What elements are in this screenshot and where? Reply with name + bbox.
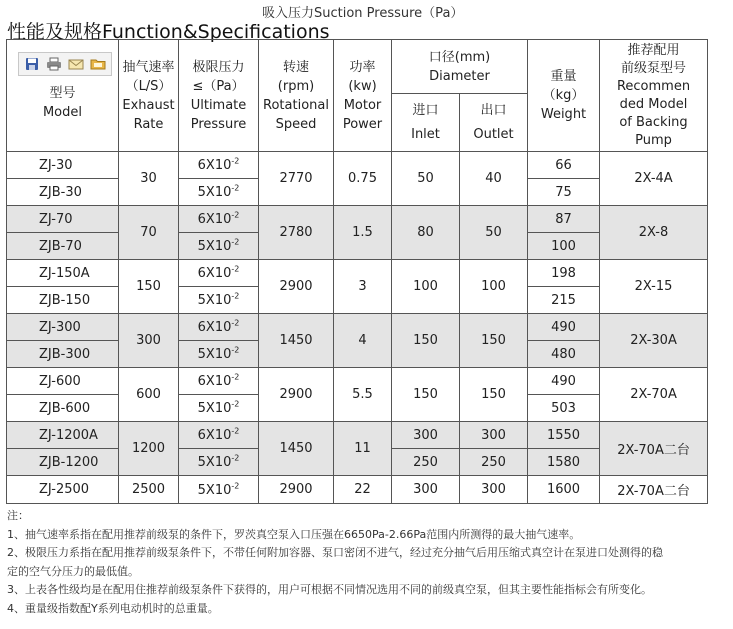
inlet-cell: 250: [392, 449, 460, 476]
pump-cell: 2X-8: [600, 206, 708, 260]
pressure-value: $6X10^{-2}$: [197, 426, 240, 444]
weight-cell: 87: [528, 206, 600, 233]
power-cell: 11: [334, 422, 392, 476]
note-2: 2、极限压力系指在配用推荐前级泵条件下，不带任何附加容器、泵口密闭不进气，经过充分抽气后用压缩式真空计在泵进口处测得的稳: [7, 546, 663, 559]
pressure-cell: [179, 287, 259, 314]
pressure-cell: [179, 368, 259, 395]
header-ultimate-pressure: 极限压力 ≤（Pa） Ultimate Pressure: [179, 40, 259, 152]
speed-cell: 2780: [259, 206, 334, 260]
outlet-cell: 300: [460, 476, 528, 504]
notes-label: 注：: [7, 509, 29, 522]
speed-cell: 2900: [259, 476, 334, 504]
pump-cell: 2X-70A: [600, 368, 708, 422]
pressure-cell: [179, 260, 259, 287]
rate-cell: 300: [119, 314, 179, 368]
weight-cell: 75: [528, 179, 600, 206]
power-cell: 0.75: [334, 152, 392, 206]
header-outlet: 出口 Outlet: [460, 94, 528, 152]
pressure-value: $6X10^{-2}$: [197, 318, 240, 336]
weight-cell: 1580: [528, 449, 600, 476]
note-3: 3、上表各性级均是在配用住推荐前级泵条件下获得的，用户可根据不同情况选用不同的前级真空泵，但其主要性能指标会有所变化。: [7, 583, 652, 596]
weight-cell: 503: [528, 395, 600, 422]
pressure-value: $5X10^{-2}$: [197, 345, 240, 363]
table-row: [7, 152, 708, 179]
table-row: [7, 476, 708, 504]
pressure-cell: [179, 341, 259, 368]
pump-cell: 2X-70A二台: [600, 422, 708, 476]
header-exhaust-rate: 抽气速率 （L/S） Exhaust Rate: [119, 40, 179, 152]
header-rotational-speed: 转速 (rpm) Rotational Speed: [259, 40, 334, 152]
header-motor-power: 功率 (kw) Motor Power: [334, 40, 392, 152]
image-toolbar: [18, 52, 112, 76]
table-row: [7, 260, 708, 287]
weight-cell: 1550: [528, 422, 600, 449]
rate-cell: 150: [119, 260, 179, 314]
inlet-cell: 300: [392, 476, 460, 504]
power-cell: 3: [334, 260, 392, 314]
speed-cell: 1450: [259, 422, 334, 476]
spec-table: [6, 39, 708, 504]
rate-cell: 2500: [119, 476, 179, 504]
folder-icon[interactable]: [89, 56, 107, 72]
outlet-cell: 40: [460, 152, 528, 206]
model-cell: ZJB-600: [7, 395, 119, 422]
model-cell: ZJB-70: [7, 233, 119, 260]
model-cell: ZJ-300: [7, 314, 119, 341]
header-diameter: 口径(mm) Diameter: [392, 40, 528, 94]
model-cell: ZJB-1200: [7, 449, 119, 476]
power-cell: 22: [334, 476, 392, 504]
pressure-value: $5X10^{-2}$: [197, 399, 240, 417]
pressure-cell: [179, 179, 259, 206]
model-cell: ZJB-30: [7, 179, 119, 206]
pump-cell: 2X-15: [600, 260, 708, 314]
pressure-cell: [179, 476, 259, 504]
pump-cell: 2X-4A: [600, 152, 708, 206]
header-backing-pump: 推荐配用 前级泵型号 Recommen ded Model of Backing Pump: [600, 40, 708, 152]
note-4: 4、重量级指数配Y系列电动机时的总重量。: [7, 601, 219, 615]
model-cell: ZJB-300: [7, 341, 119, 368]
weight-cell: 66: [528, 152, 600, 179]
inlet-cell: 300: [392, 422, 460, 449]
power-cell: 1.5: [334, 206, 392, 260]
rate-cell: 70: [119, 206, 179, 260]
note-1: 1、抽气速率系指在配用推荐前级泵的条件下，罗茨真空泵入口压强在6650Pa-2.66Pa范围内所测得的最大抽气速率。: [7, 527, 581, 541]
page-title: 性能及规格Function&Specifications: [7, 21, 330, 43]
header-weight: 重量 （kg） Weight: [528, 40, 600, 152]
inlet-cell: 150: [392, 314, 460, 368]
suction-pressure-caption: 吸入压力Suction Pressure（Pa）: [262, 6, 464, 21]
pressure-cell: [179, 395, 259, 422]
table-row: [7, 368, 708, 395]
note-2-cont: 定的空气分压力的最低值。: [7, 564, 139, 578]
pressure-cell: [179, 233, 259, 260]
pump-cell: 2X-70A二台: [600, 476, 708, 504]
header-inlet: 进口 Inlet: [392, 94, 460, 152]
pressure-value: $5X10^{-2}$: [197, 237, 240, 255]
pressure-value: $6X10^{-2}$: [197, 372, 240, 390]
pressure-value: $5X10^{-2}$: [197, 183, 240, 201]
weight-cell: 215: [528, 287, 600, 314]
weight-cell: 100: [528, 233, 600, 260]
model-cell: ZJ-30: [7, 152, 119, 179]
pressure-value: $5X10^{-2}$: [197, 481, 240, 498]
save-icon[interactable]: [23, 56, 41, 72]
header-model: 型号 Model: [7, 40, 119, 152]
table-row: [7, 206, 708, 233]
pressure-value: $6X10^{-2}$: [197, 156, 240, 174]
speed-cell: 2900: [259, 368, 334, 422]
weight-cell: 480: [528, 341, 600, 368]
pressure-cell: [179, 314, 259, 341]
weight-cell: 1600: [528, 476, 600, 504]
pressure-cell: [179, 449, 259, 476]
outlet-cell: 250: [460, 449, 528, 476]
pressure-value: $5X10^{-2}$: [197, 453, 240, 471]
model-cell: ZJ-150A: [7, 260, 119, 287]
pressure-cell: [179, 206, 259, 233]
model-cell: ZJ-70: [7, 206, 119, 233]
model-cell: ZJ-600: [7, 368, 119, 395]
pressure-value: $5X10^{-2}$: [197, 291, 240, 309]
model-cell: ZJ-2500: [7, 476, 119, 504]
outlet-cell: 300: [460, 422, 528, 449]
inlet-cell: 50: [392, 152, 460, 206]
power-cell: 5.5: [334, 368, 392, 422]
inlet-cell: 150: [392, 368, 460, 422]
email-icon[interactable]: [67, 56, 85, 72]
outlet-cell: 150: [460, 314, 528, 368]
pressure-cell: [179, 152, 259, 179]
inlet-cell: 80: [392, 206, 460, 260]
outlet-cell: 50: [460, 206, 528, 260]
pressure-cell: [179, 422, 259, 449]
rate-cell: 30: [119, 152, 179, 206]
pressure-value: $6X10^{-2}$: [197, 210, 240, 228]
outlet-cell: 100: [460, 260, 528, 314]
pump-cell: 2X-30A: [600, 314, 708, 368]
speed-cell: 2900: [259, 260, 334, 314]
notes: [7, 507, 729, 618]
print-icon[interactable]: [45, 56, 63, 72]
weight-cell: 198: [528, 260, 600, 287]
inlet-cell: 100: [392, 260, 460, 314]
table-row: [7, 422, 708, 449]
weight-cell: 490: [528, 314, 600, 341]
pressure-value: $6X10^{-2}$: [197, 264, 240, 282]
rate-cell: 600: [119, 368, 179, 422]
table-row: [7, 314, 708, 341]
speed-cell: 2770: [259, 152, 334, 206]
weight-cell: 490: [528, 368, 600, 395]
outlet-cell: 150: [460, 368, 528, 422]
rate-cell: 1200: [119, 422, 179, 476]
power-cell: 4: [334, 314, 392, 368]
speed-cell: 1450: [259, 314, 334, 368]
model-cell: ZJ-1200A: [7, 422, 119, 449]
model-cell: ZJB-150: [7, 287, 119, 314]
